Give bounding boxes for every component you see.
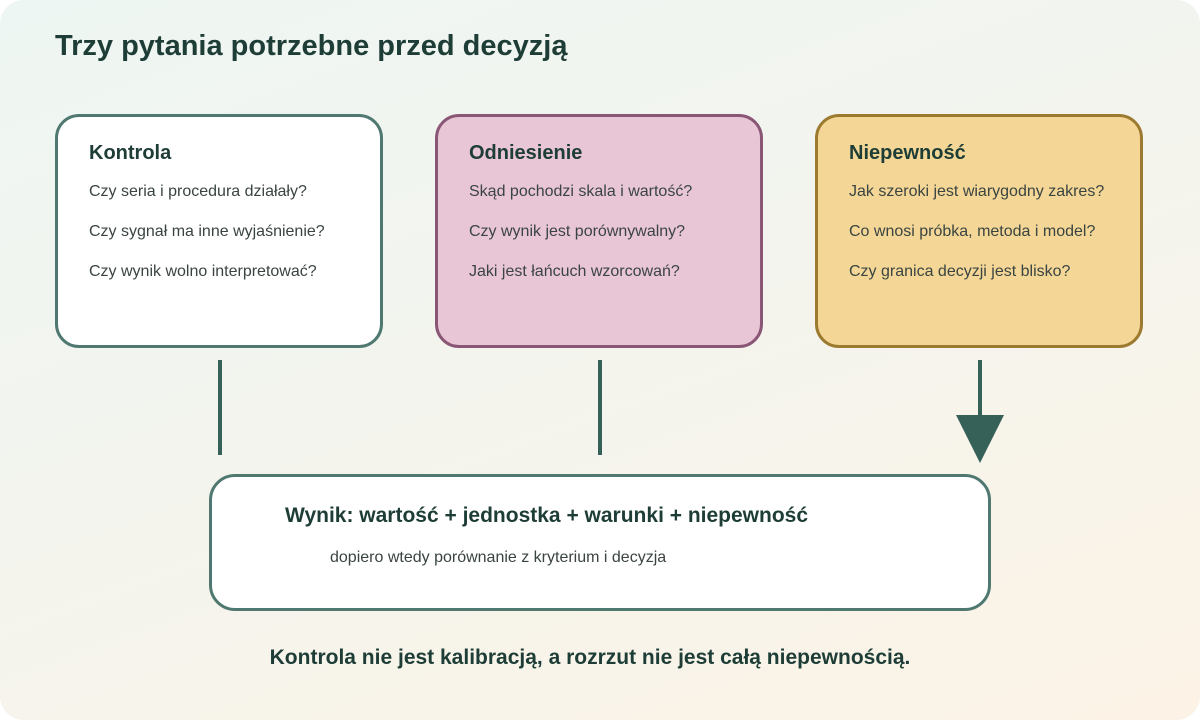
card-odniesienie: [435, 114, 763, 348]
card-title: Niepewność: [849, 142, 966, 164]
arrow-head-icon: [956, 415, 1004, 463]
card-question: Czy seria i procedura działały?: [89, 183, 307, 200]
card-question: Czy wynik jest porównywalny?: [469, 223, 686, 240]
card-title: Kontrola: [89, 142, 172, 164]
card-question: Jak szeroki jest wiarygodny zakres?: [849, 183, 1105, 200]
card-question: Co wnosi próbka, metoda i model?: [849, 223, 1096, 240]
card-question: Czy wynik wolno interpretować?: [89, 263, 317, 280]
card-kontrola: [55, 114, 383, 348]
card-question: Czy granica decyzji jest blisko?: [849, 263, 1071, 280]
connector-line-kontrola: [218, 360, 222, 455]
connector-line-odniesienie: [598, 360, 602, 455]
page-title: Trzy pytania potrzebne przed decyzją: [55, 30, 568, 62]
result-title: Wynik: wartość + jednostka + warunki + niepewność: [285, 504, 809, 527]
card-question: Skąd pochodzi skala i wartość?: [469, 183, 693, 200]
result-subtitle: dopiero wtedy porównanie z kryterium i decyzja: [330, 549, 667, 566]
result-box: [209, 474, 991, 611]
footer-note: Kontrola nie jest kalibracją, a rozrzut nie jest całą niepewnością.: [269, 646, 911, 669]
card-niepewnosc: [815, 114, 1143, 348]
card-question: Jaki jest łańcuch wzorcowań?: [469, 263, 680, 280]
card-title: Odniesienie: [469, 142, 583, 164]
card-question: Czy sygnał ma inne wyjaśnienie?: [89, 223, 325, 240]
connector-line-niepewnosc: [978, 360, 982, 418]
